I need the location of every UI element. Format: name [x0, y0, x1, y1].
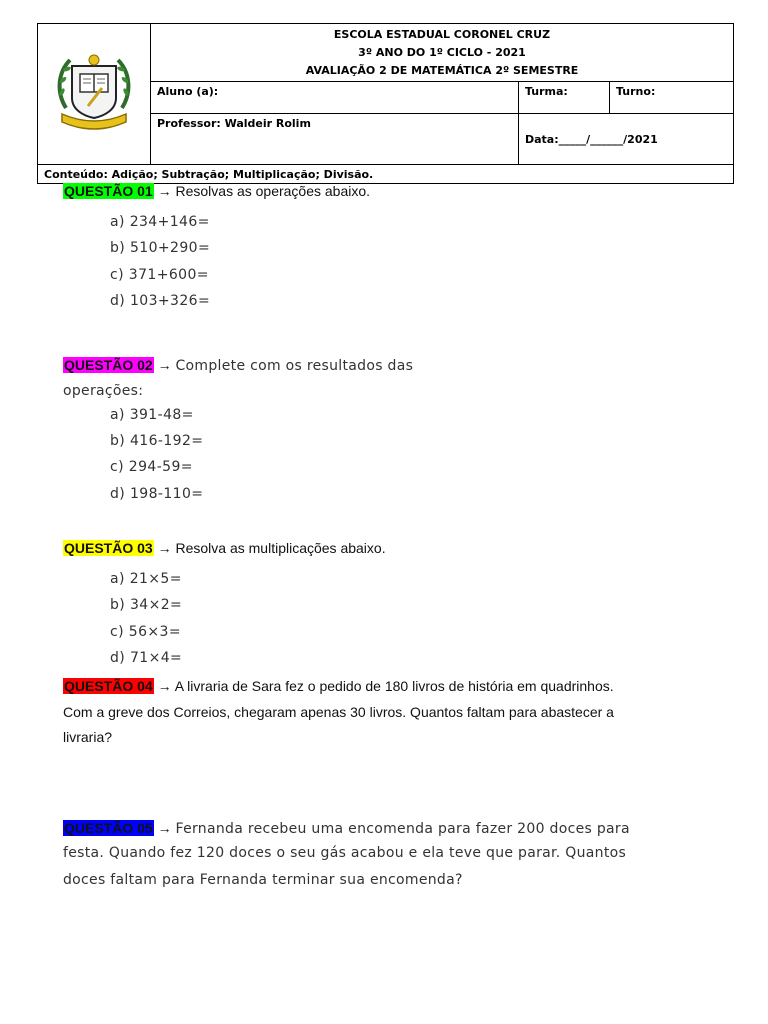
question-02-label: QUESTÃO 02 [64, 357, 153, 373]
grade-line: 3º ANO DO 1º CICLO - 2021 [358, 46, 526, 59]
teacher-field [151, 114, 519, 165]
arrow-icon: → [157, 357, 172, 373]
question-04-label: QUESTÃO 04 [64, 678, 153, 694]
arrow-icon: → [157, 540, 172, 556]
school-crest-icon [52, 48, 136, 138]
student-name-field[interactable] [151, 82, 519, 114]
arrow-icon: → [157, 183, 172, 199]
question-01-item-a: a) 234+146= [110, 214, 210, 230]
exam-header [37, 23, 734, 184]
question-05-prompt: Fernanda recebeu uma encomenda para fazer 200 doces para [175, 821, 630, 837]
question-01-item-b: b) 510+290= [110, 240, 211, 256]
question-03-item-a: a) 21×5= [110, 571, 182, 587]
date-field[interactable] [519, 114, 734, 165]
school-name: ESCOLA ESTADUAL CORONEL CRUZ [333, 28, 551, 41]
title-block [151, 24, 734, 82]
question-04-prompt: A livraria de Sara fez o pedido de 180 livros de história em quadrinhos. [174, 678, 614, 694]
question-03-prompt: Resolva as multiplicações abaixo. [175, 540, 386, 556]
question-02-prompt: Complete com os resultados das [175, 358, 414, 374]
question-02-item-d: d) 198-110= [110, 486, 204, 502]
question-02-prompt-continued: operações: [63, 383, 144, 399]
shift-label: Turno: [616, 85, 656, 98]
question-01-label: QUESTÃO 01 [64, 183, 153, 199]
question-01-item-c: c) 371+600= [110, 267, 209, 283]
question-02-item-a: a) 391-48= [110, 407, 194, 423]
question-03-label: QUESTÃO 03 [64, 540, 153, 556]
school-logo [38, 24, 151, 165]
class-label: Turma: [525, 85, 568, 98]
question-02-heading [63, 352, 413, 380]
question-03-item-d: d) 71×4= [110, 650, 183, 666]
student-label: Aluno (a): [157, 85, 219, 98]
arrow-icon: → [157, 678, 172, 694]
question-02-item-c: c) 294-59= [110, 459, 193, 475]
question-01-prompt: Resolvas as operações abaixo. [175, 183, 371, 199]
question-04-line-2: livraria? [63, 729, 113, 745]
class-field[interactable] [519, 82, 610, 114]
question-05-line-2: doces faltam para Fernanda terminar sua encomenda? [63, 872, 463, 888]
question-01-heading [63, 181, 370, 201]
question-03-item-b: b) 34×2= [110, 597, 183, 613]
arrow-icon: → [157, 820, 172, 836]
question-04-line-1: Com a greve dos Correios, chegaram apenas 30 livros. Quantos faltam para abastecer a [63, 704, 614, 720]
date-label: Data:_____/______/2021 [525, 132, 658, 146]
content-label: Conteúdo: Adição; Subtração; Multiplicação; Divisão. [44, 168, 374, 181]
question-01-item-d: d) 103+326= [110, 293, 211, 309]
exam-title: AVALIAÇÃO 2 DE MATEMÁTICA 2º SEMESTRE [305, 64, 579, 77]
shift-field[interactable] [610, 82, 734, 114]
question-05-label: QUESTÃO 05 [64, 820, 153, 836]
teacher-label: Professor: Waldeir Rolim [157, 117, 311, 130]
question-02-item-b: b) 416-192= [110, 433, 204, 449]
question-05-line-1: festa. Quando fez 120 doces o seu gás acabou e ela teve que parar. Quantos [63, 845, 627, 861]
question-03-heading [63, 538, 386, 558]
question-03-item-c: c) 56×3= [110, 624, 181, 640]
question-04-heading [63, 676, 614, 696]
